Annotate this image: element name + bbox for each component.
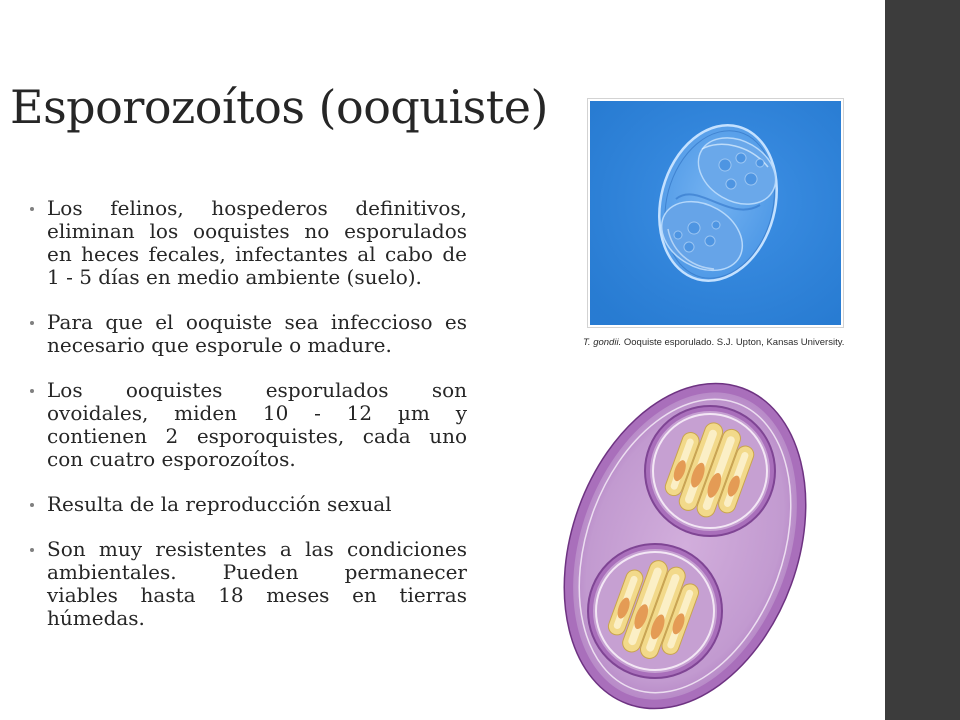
bullet-line: Para que el ooquiste sea infeccioso es (47, 310, 467, 334)
side-bar (885, 0, 960, 720)
bullet-dot (30, 548, 34, 552)
bullet-line: eliminan los ooquistes no esporulados (47, 219, 467, 243)
bullet-line: en heces fecales, infectantes al cabo de (47, 242, 467, 266)
sporocyst-upper (645, 406, 775, 536)
bullet-line: Son muy resistentes a las condiciones (47, 537, 467, 561)
bullet-line: viables hasta 18 meses en tierras (47, 583, 467, 607)
bullet-line: ambientales. Pueden permanecer (47, 560, 467, 584)
bullet-dot (30, 207, 34, 211)
oocyst-micrograph (587, 98, 844, 328)
bullet-line: Los felinos, hospederos definitivos, (47, 196, 467, 220)
bullet-line: húmedas. (47, 606, 145, 630)
oocyst-diagram-image (560, 376, 810, 716)
bullet-dot (30, 503, 34, 507)
bullet-list (26, 197, 467, 652)
bullet-line: Los ooquistes esporulados son (47, 378, 467, 402)
oocyst-micrograph-image (590, 101, 841, 325)
bullet-dot (30, 321, 34, 325)
bullet-line: contienen 2 esporoquistes, cada uno (47, 424, 467, 448)
sporocyst-lower (588, 544, 722, 678)
photo-caption (583, 337, 844, 349)
caption-credit: Ooquiste esporulado. S.J. Upton, Kansas University. (623, 337, 845, 348)
sporulated-oocyst-illustration (560, 376, 810, 716)
caption-species: T. gondii. (583, 337, 622, 348)
bullet-dot (30, 389, 34, 393)
bullet-item (26, 311, 467, 357)
bullet-line: Resulta de la reproducción sexual (47, 492, 392, 516)
bullet-item (26, 379, 467, 471)
bullet-line: necesario que esporule o madure. (47, 333, 392, 357)
bullet-line: ovoidales, miden 10 - 12 µm y (47, 401, 467, 425)
bullet-item (26, 493, 467, 516)
bullet-item (26, 197, 467, 289)
bullet-line: 1 - 5 días en medio ambiente (suelo). (47, 265, 422, 289)
slide-title: Esporozoítos (ooquiste) (10, 80, 548, 134)
bullet-item (26, 538, 467, 630)
bullet-line: con cuatro esporozoítos. (47, 447, 296, 471)
